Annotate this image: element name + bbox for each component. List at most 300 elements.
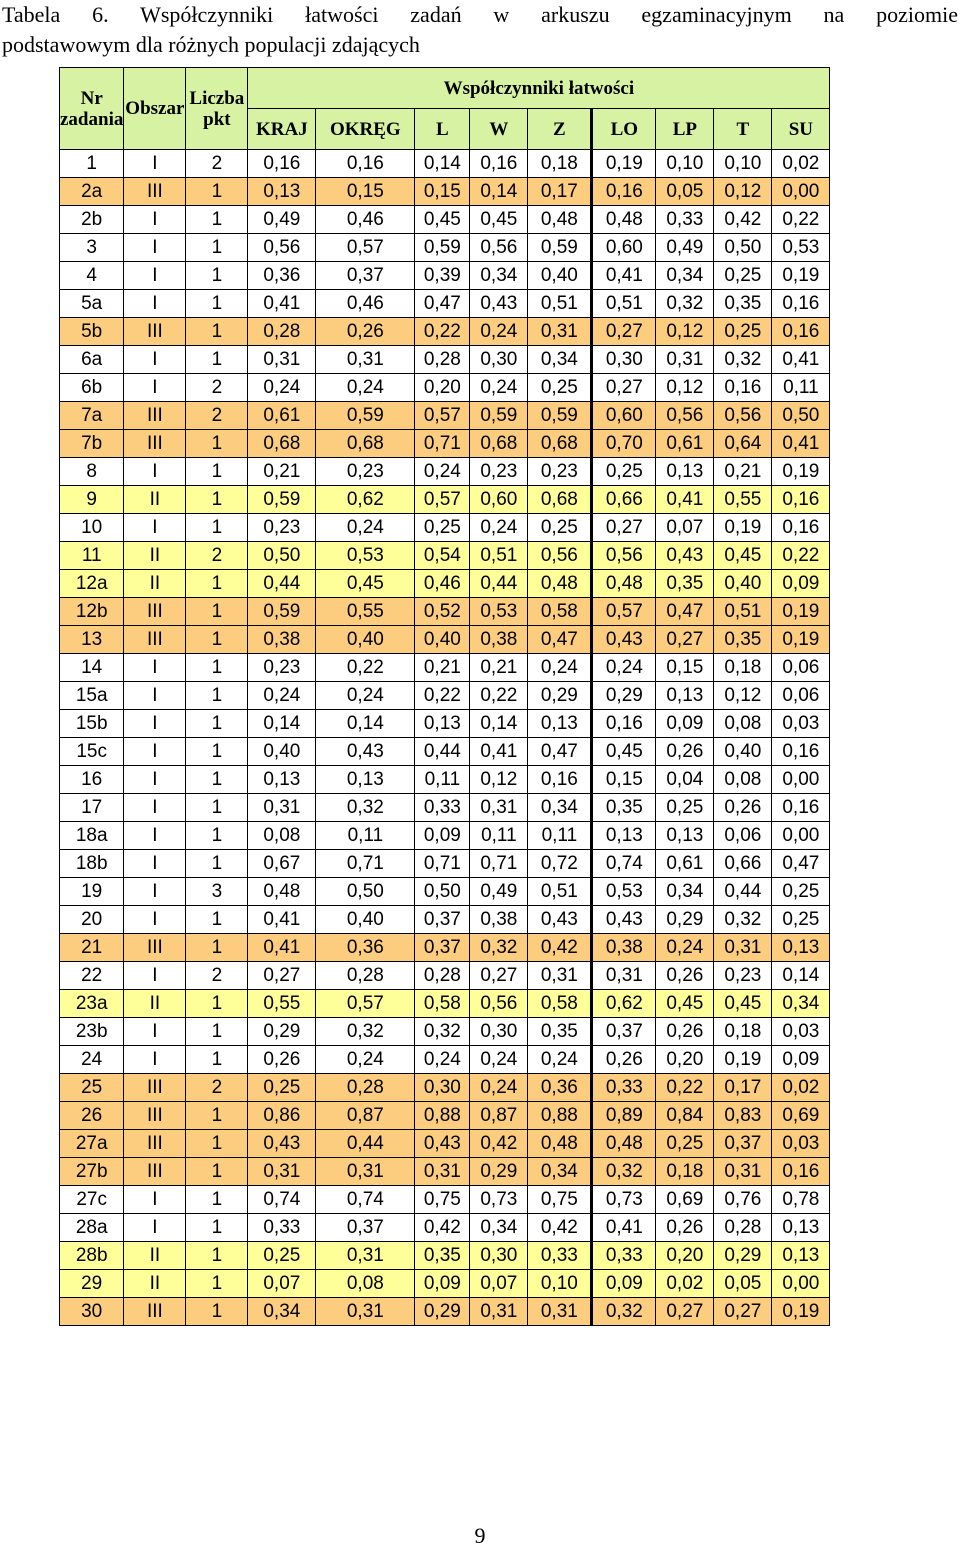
- table-cell: 0,46: [415, 570, 470, 598]
- table-cell: 0,29: [415, 1298, 470, 1326]
- table-cell: 0,17: [528, 178, 592, 206]
- table-cell: 0,11: [528, 822, 592, 850]
- table-cell: 0,40: [415, 626, 470, 654]
- table-cell: 0,33: [415, 794, 470, 822]
- table-cell: 0,28: [316, 962, 415, 990]
- table-cell: 0,48: [592, 570, 656, 598]
- table-cell: 0,16: [248, 150, 316, 178]
- table-cell: 0,05: [656, 178, 714, 206]
- table-cell: 0,47: [528, 626, 592, 654]
- table-cell: 1: [186, 1242, 248, 1270]
- table-cell: 0,09: [772, 570, 830, 598]
- table-cell: 0,25: [248, 1074, 316, 1102]
- table-cell: 0,56: [248, 234, 316, 262]
- table-cell: 0,41: [656, 486, 714, 514]
- table-cell: 0,46: [316, 206, 415, 234]
- table-cell: 0,47: [656, 598, 714, 626]
- table-cell: 0,71: [316, 850, 415, 878]
- table-cell: 0,58: [415, 990, 470, 1018]
- table-cell: 0,18: [656, 1158, 714, 1186]
- table-cell: 0,44: [714, 878, 772, 906]
- table-cell: II: [124, 542, 186, 570]
- table-cell: 0,56: [592, 542, 656, 570]
- table-cell: 0,31: [528, 962, 592, 990]
- table-cell: 0,22: [772, 542, 830, 570]
- table-cell: 0,86: [248, 1102, 316, 1130]
- table-cell: 0,16: [772, 514, 830, 542]
- table-cell: 0,13: [656, 822, 714, 850]
- table-cell: 10: [60, 514, 124, 542]
- table-cell: 0,06: [714, 822, 772, 850]
- table-cell: 2: [186, 1074, 248, 1102]
- table-cell: 0,43: [415, 1130, 470, 1158]
- table-cell: 25: [60, 1074, 124, 1102]
- table-cell: 23a: [60, 990, 124, 1018]
- table-cell: 1: [186, 346, 248, 374]
- table-row: [60, 262, 830, 290]
- table-cell: 0,68: [528, 486, 592, 514]
- table-cell: 1: [186, 1158, 248, 1186]
- table-cell: 0,16: [316, 150, 415, 178]
- table-cell: 0,28: [714, 1214, 772, 1242]
- header-col-okręg: OKRĘG: [316, 109, 415, 150]
- table-cell: 0,22: [772, 206, 830, 234]
- table-cell: 0,68: [470, 430, 528, 458]
- table-cell: 0,31: [316, 1298, 415, 1326]
- table-cell: 0,26: [714, 794, 772, 822]
- table-cell: 13: [60, 626, 124, 654]
- table-cell: 0,02: [656, 1270, 714, 1298]
- table-body: [60, 150, 830, 1326]
- table-cell: 0,37: [592, 1018, 656, 1046]
- table-cell: 0,18: [528, 150, 592, 178]
- caption-line-2: podstawowym dla różnych populacji zdających: [2, 32, 420, 57]
- table-cell: 0,37: [316, 1214, 415, 1242]
- table-cell: 0,24: [528, 654, 592, 682]
- table-cell: 2: [186, 402, 248, 430]
- table-cell: 0,27: [248, 962, 316, 990]
- table-cell: 0,48: [528, 1130, 592, 1158]
- table-cell: 0,31: [656, 346, 714, 374]
- table-cell: 0,19: [772, 598, 830, 626]
- table-cell: 0,13: [656, 682, 714, 710]
- table-cell: 1: [186, 178, 248, 206]
- table-cell: 0,14: [415, 150, 470, 178]
- table-cell: 0,20: [656, 1242, 714, 1270]
- table-cell: 0,19: [772, 262, 830, 290]
- table-cell: 0,76: [714, 1186, 772, 1214]
- table-cell: 0,24: [415, 458, 470, 486]
- table-cell: 0,16: [772, 1158, 830, 1186]
- header-wspolczynniki-latwosci: Współczynniki łatwości: [248, 68, 830, 109]
- table-cell: 1: [186, 598, 248, 626]
- table-cell: 0,19: [772, 626, 830, 654]
- table-cell: 1: [60, 150, 124, 178]
- table-cell: 0,23: [248, 514, 316, 542]
- table-cell: 0,62: [316, 486, 415, 514]
- table-cell: 0,37: [415, 906, 470, 934]
- table-cell: 0,89: [592, 1102, 656, 1130]
- table-cell: 0,68: [316, 430, 415, 458]
- table-cell: 0,02: [772, 1074, 830, 1102]
- table-cell: 5b: [60, 318, 124, 346]
- table-row: [60, 990, 830, 1018]
- table-cell: 0,37: [714, 1130, 772, 1158]
- table-cell: 0,42: [470, 1130, 528, 1158]
- table-cell: 0,27: [470, 962, 528, 990]
- table-cell: 0,36: [316, 934, 415, 962]
- table-row: [60, 1102, 830, 1130]
- table-cell: 0,03: [772, 1130, 830, 1158]
- table-cell: 0,31: [248, 1158, 316, 1186]
- table-cell: 12b: [60, 598, 124, 626]
- table-cell: 28a: [60, 1214, 124, 1242]
- table-cell: 0,16: [772, 486, 830, 514]
- table-cell: 23b: [60, 1018, 124, 1046]
- table-cell: 7a: [60, 402, 124, 430]
- table-cell: 0,33: [656, 206, 714, 234]
- table-cell: 0,19: [714, 1046, 772, 1074]
- table-cell: 0,27: [714, 1298, 772, 1326]
- table-cell: I: [124, 962, 186, 990]
- table-cell: 0,28: [415, 962, 470, 990]
- table-cell: 0,31: [470, 794, 528, 822]
- table-cell: 0,21: [714, 458, 772, 486]
- table-cell: 0,13: [248, 178, 316, 206]
- table-cell: 0,10: [656, 150, 714, 178]
- table-cell: 0,27: [656, 1298, 714, 1326]
- table-row: [60, 934, 830, 962]
- table-cell: 0,14: [470, 710, 528, 738]
- table-cell: 0,35: [415, 1242, 470, 1270]
- table-cell: 0,43: [656, 542, 714, 570]
- table-cell: 0,48: [528, 570, 592, 598]
- table-cell: 0,35: [592, 794, 656, 822]
- table-cell: 0,57: [415, 402, 470, 430]
- table-cell: 0,28: [415, 346, 470, 374]
- table-cell: 0,16: [772, 738, 830, 766]
- header-nr-zadania: Nr zadania: [60, 68, 124, 150]
- table-cell: 0,27: [592, 514, 656, 542]
- table-row: [60, 150, 830, 178]
- table-cell: 29: [60, 1270, 124, 1298]
- table-row: [60, 878, 830, 906]
- table-cell: 21: [60, 934, 124, 962]
- table-cell: 0,00: [772, 1270, 830, 1298]
- table-cell: 1: [186, 794, 248, 822]
- table-cell: 0,32: [415, 1018, 470, 1046]
- table-cell: 0,71: [470, 850, 528, 878]
- facility-coefficients-table: [59, 67, 830, 1326]
- table-cell: 0,45: [470, 206, 528, 234]
- table-cell: 0,25: [772, 906, 830, 934]
- table-cell: 1: [186, 682, 248, 710]
- table-cell: 0,31: [248, 794, 316, 822]
- table-cell: 0,72: [528, 850, 592, 878]
- table-cell: 0,26: [656, 738, 714, 766]
- table-cell: 12a: [60, 570, 124, 598]
- table-cell: 18b: [60, 850, 124, 878]
- table-cell: 0,10: [714, 150, 772, 178]
- table-cell: III: [124, 1130, 186, 1158]
- table-cell: 0,69: [656, 1186, 714, 1214]
- table-cell: 0,31: [316, 1158, 415, 1186]
- table-cell: 0,73: [470, 1186, 528, 1214]
- table-cell: I: [124, 346, 186, 374]
- table-row: [60, 1270, 830, 1298]
- table-cell: 0,53: [772, 234, 830, 262]
- table-cell: 28b: [60, 1242, 124, 1270]
- table-cell: 0,50: [415, 878, 470, 906]
- table-cell: 0,31: [528, 318, 592, 346]
- table-cell: 0,55: [714, 486, 772, 514]
- table-cell: 0,31: [714, 934, 772, 962]
- table-cell: 0,24: [470, 374, 528, 402]
- table-cell: 18a: [60, 822, 124, 850]
- table-cell: 0,44: [248, 570, 316, 598]
- header-row-top: [60, 68, 830, 109]
- table-cell: 0,18: [714, 654, 772, 682]
- table-cell: 0,11: [772, 374, 830, 402]
- table-cell: 0,07: [248, 1270, 316, 1298]
- table-cell: 0,42: [714, 206, 772, 234]
- table-cell: 0,44: [415, 738, 470, 766]
- table-row: [60, 766, 830, 794]
- table-cell: 0,38: [592, 934, 656, 962]
- table-cell: 15a: [60, 682, 124, 710]
- table-cell: 0,84: [656, 1102, 714, 1130]
- table-cell: 1: [186, 1214, 248, 1242]
- header-col-lp: LP: [656, 109, 714, 150]
- table-cell: 0,53: [592, 878, 656, 906]
- table-cell: 0,60: [592, 402, 656, 430]
- table-cell: 24: [60, 1046, 124, 1074]
- table-cell: 0,26: [656, 1214, 714, 1242]
- table-cell: 0,69: [772, 1102, 830, 1130]
- table-row: [60, 654, 830, 682]
- table-cell: 1: [186, 850, 248, 878]
- table-cell: 1: [186, 822, 248, 850]
- table-cell: 0,60: [592, 234, 656, 262]
- table-cell: 0,78: [772, 1186, 830, 1214]
- table-cell: 0,16: [772, 290, 830, 318]
- table-cell: 0,00: [772, 766, 830, 794]
- table-cell: III: [124, 1298, 186, 1326]
- table-cell: 8: [60, 458, 124, 486]
- table-row: [60, 906, 830, 934]
- header-col-w: W: [470, 109, 528, 150]
- table-row: [60, 402, 830, 430]
- table-cell: 0,46: [316, 290, 415, 318]
- table-cell: 0,31: [316, 1242, 415, 1270]
- table-cell: 0,30: [470, 1018, 528, 1046]
- table-cell: 0,11: [470, 822, 528, 850]
- table-cell: 0,09: [772, 1046, 830, 1074]
- table-cell: 0,26: [316, 318, 415, 346]
- table-cell: 0,24: [470, 318, 528, 346]
- table-row: [60, 570, 830, 598]
- table-cell: 0,66: [714, 850, 772, 878]
- table-cell: 0,12: [714, 682, 772, 710]
- table-cell: 0,25: [656, 1130, 714, 1158]
- table-row: [60, 1074, 830, 1102]
- table-cell: 0,25: [714, 318, 772, 346]
- table-cell: 1: [186, 710, 248, 738]
- table-cell: 0,12: [656, 318, 714, 346]
- table-cell: 0,31: [470, 1298, 528, 1326]
- table-cell: 0,52: [415, 598, 470, 626]
- table-cell: 0,24: [470, 514, 528, 542]
- table-cell: I: [124, 150, 186, 178]
- table-cell: 0,25: [528, 514, 592, 542]
- table-cell: 0,15: [592, 766, 656, 794]
- table-row: [60, 206, 830, 234]
- table-cell: 0,34: [470, 262, 528, 290]
- table-cell: 0,34: [656, 878, 714, 906]
- table-row: [60, 290, 830, 318]
- table-cell: 0,48: [592, 206, 656, 234]
- table-cell: 14: [60, 654, 124, 682]
- table-cell: 0,31: [248, 346, 316, 374]
- table-cell: 0,00: [772, 178, 830, 206]
- table-cell: 0,23: [714, 962, 772, 990]
- table-cell: 0,25: [528, 374, 592, 402]
- table-caption: [2, 0, 958, 60]
- table-cell: 0,49: [656, 234, 714, 262]
- table-cell: 0,41: [248, 906, 316, 934]
- table-cell: 0,13: [248, 766, 316, 794]
- table-cell: 1: [186, 654, 248, 682]
- table-cell: 0,74: [316, 1186, 415, 1214]
- table-row: [60, 1018, 830, 1046]
- table-cell: 0,25: [656, 794, 714, 822]
- table-cell: 0,15: [415, 178, 470, 206]
- table-cell: 0,44: [316, 1130, 415, 1158]
- table-row: [60, 1130, 830, 1158]
- table-cell: 1: [186, 290, 248, 318]
- table-cell: 0,43: [316, 738, 415, 766]
- table-cell: 0,22: [656, 1074, 714, 1102]
- table-cell: 0,45: [656, 990, 714, 1018]
- table-cell: 0,24: [248, 374, 316, 402]
- table-cell: 0,25: [772, 878, 830, 906]
- table-cell: 0,45: [714, 990, 772, 1018]
- table-cell: 0,50: [248, 542, 316, 570]
- table-cell: III: [124, 318, 186, 346]
- table-cell: 0,75: [528, 1186, 592, 1214]
- table-row: [60, 1186, 830, 1214]
- table-cell: 0,28: [248, 318, 316, 346]
- table-cell: 0,25: [415, 514, 470, 542]
- header-obszar: Obszar: [124, 68, 186, 150]
- table-cell: 1: [186, 1270, 248, 1298]
- table-cell: I: [124, 234, 186, 262]
- page-number: 9: [474, 1523, 486, 1548]
- table-cell: I: [124, 262, 186, 290]
- table-row: [60, 626, 830, 654]
- table-cell: 0,33: [528, 1242, 592, 1270]
- table-cell: 0,61: [656, 850, 714, 878]
- table-cell: 0,14: [316, 710, 415, 738]
- table-cell: 0,32: [316, 1018, 415, 1046]
- table-row: [60, 598, 830, 626]
- table-cell: 0,19: [772, 458, 830, 486]
- table-cell: 0,50: [772, 402, 830, 430]
- table-cell: 0,51: [714, 598, 772, 626]
- table-cell: 0,16: [772, 318, 830, 346]
- table-row: [60, 542, 830, 570]
- table-cell: 0,59: [528, 402, 592, 430]
- table-cell: 1: [186, 934, 248, 962]
- table-cell: 0,03: [772, 710, 830, 738]
- table-row: [60, 430, 830, 458]
- caption-line-1: Tabela 6. Współczynniki łatwości zadań w arkuszu egzaminacyjnym na poziomie: [2, 2, 958, 27]
- table-cell: 2b: [60, 206, 124, 234]
- table-cell: I: [124, 878, 186, 906]
- table-cell: 0,32: [714, 906, 772, 934]
- table-cell: 0,38: [248, 626, 316, 654]
- table-row: [60, 178, 830, 206]
- table-cell: 0,54: [415, 542, 470, 570]
- table-cell: 0,32: [714, 346, 772, 374]
- table-cell: 0,29: [470, 1158, 528, 1186]
- table-cell: 0,13: [772, 1242, 830, 1270]
- table-cell: 0,29: [248, 1018, 316, 1046]
- table-cell: 20: [60, 906, 124, 934]
- table-cell: 0,43: [470, 290, 528, 318]
- table-cell: 0,12: [656, 374, 714, 402]
- table-cell: 0,74: [592, 850, 656, 878]
- table-cell: 1: [186, 1102, 248, 1130]
- table-cell: 0,40: [528, 262, 592, 290]
- table-cell: 0,42: [528, 1214, 592, 1242]
- table-cell: 0,59: [316, 402, 415, 430]
- table-cell: 1: [186, 514, 248, 542]
- table-cell: 0,44: [470, 570, 528, 598]
- table-cell: 0,47: [528, 738, 592, 766]
- table-cell: 2a: [60, 178, 124, 206]
- table-cell: 0,22: [415, 318, 470, 346]
- table-cell: 0,45: [316, 570, 415, 598]
- table-cell: 0,16: [772, 794, 830, 822]
- table-cell: I: [124, 458, 186, 486]
- table-cell: 16: [60, 766, 124, 794]
- table-cell: 1: [186, 1018, 248, 1046]
- table-row: [60, 1046, 830, 1074]
- table-cell: 0,32: [656, 290, 714, 318]
- table-cell: 0,87: [316, 1102, 415, 1130]
- table-cell: 0,12: [714, 178, 772, 206]
- table-cell: 0,26: [592, 1046, 656, 1074]
- table-cell: II: [124, 570, 186, 598]
- table-cell: 1: [186, 570, 248, 598]
- table-cell: 0,16: [470, 150, 528, 178]
- table-cell: 3: [186, 878, 248, 906]
- table-cell: 0,58: [528, 990, 592, 1018]
- table-row: [60, 1158, 830, 1186]
- table-cell: 0,50: [316, 878, 415, 906]
- table-cell: 0,12: [470, 766, 528, 794]
- table-cell: 1: [186, 458, 248, 486]
- table-cell: 0,13: [772, 1214, 830, 1242]
- table-cell: 0,34: [528, 346, 592, 374]
- table-cell: 0,34: [528, 794, 592, 822]
- table-cell: 0,14: [772, 962, 830, 990]
- table-row: [60, 486, 830, 514]
- table-cell: II: [124, 990, 186, 1018]
- table-cell: 9: [60, 486, 124, 514]
- table-cell: 0,13: [316, 766, 415, 794]
